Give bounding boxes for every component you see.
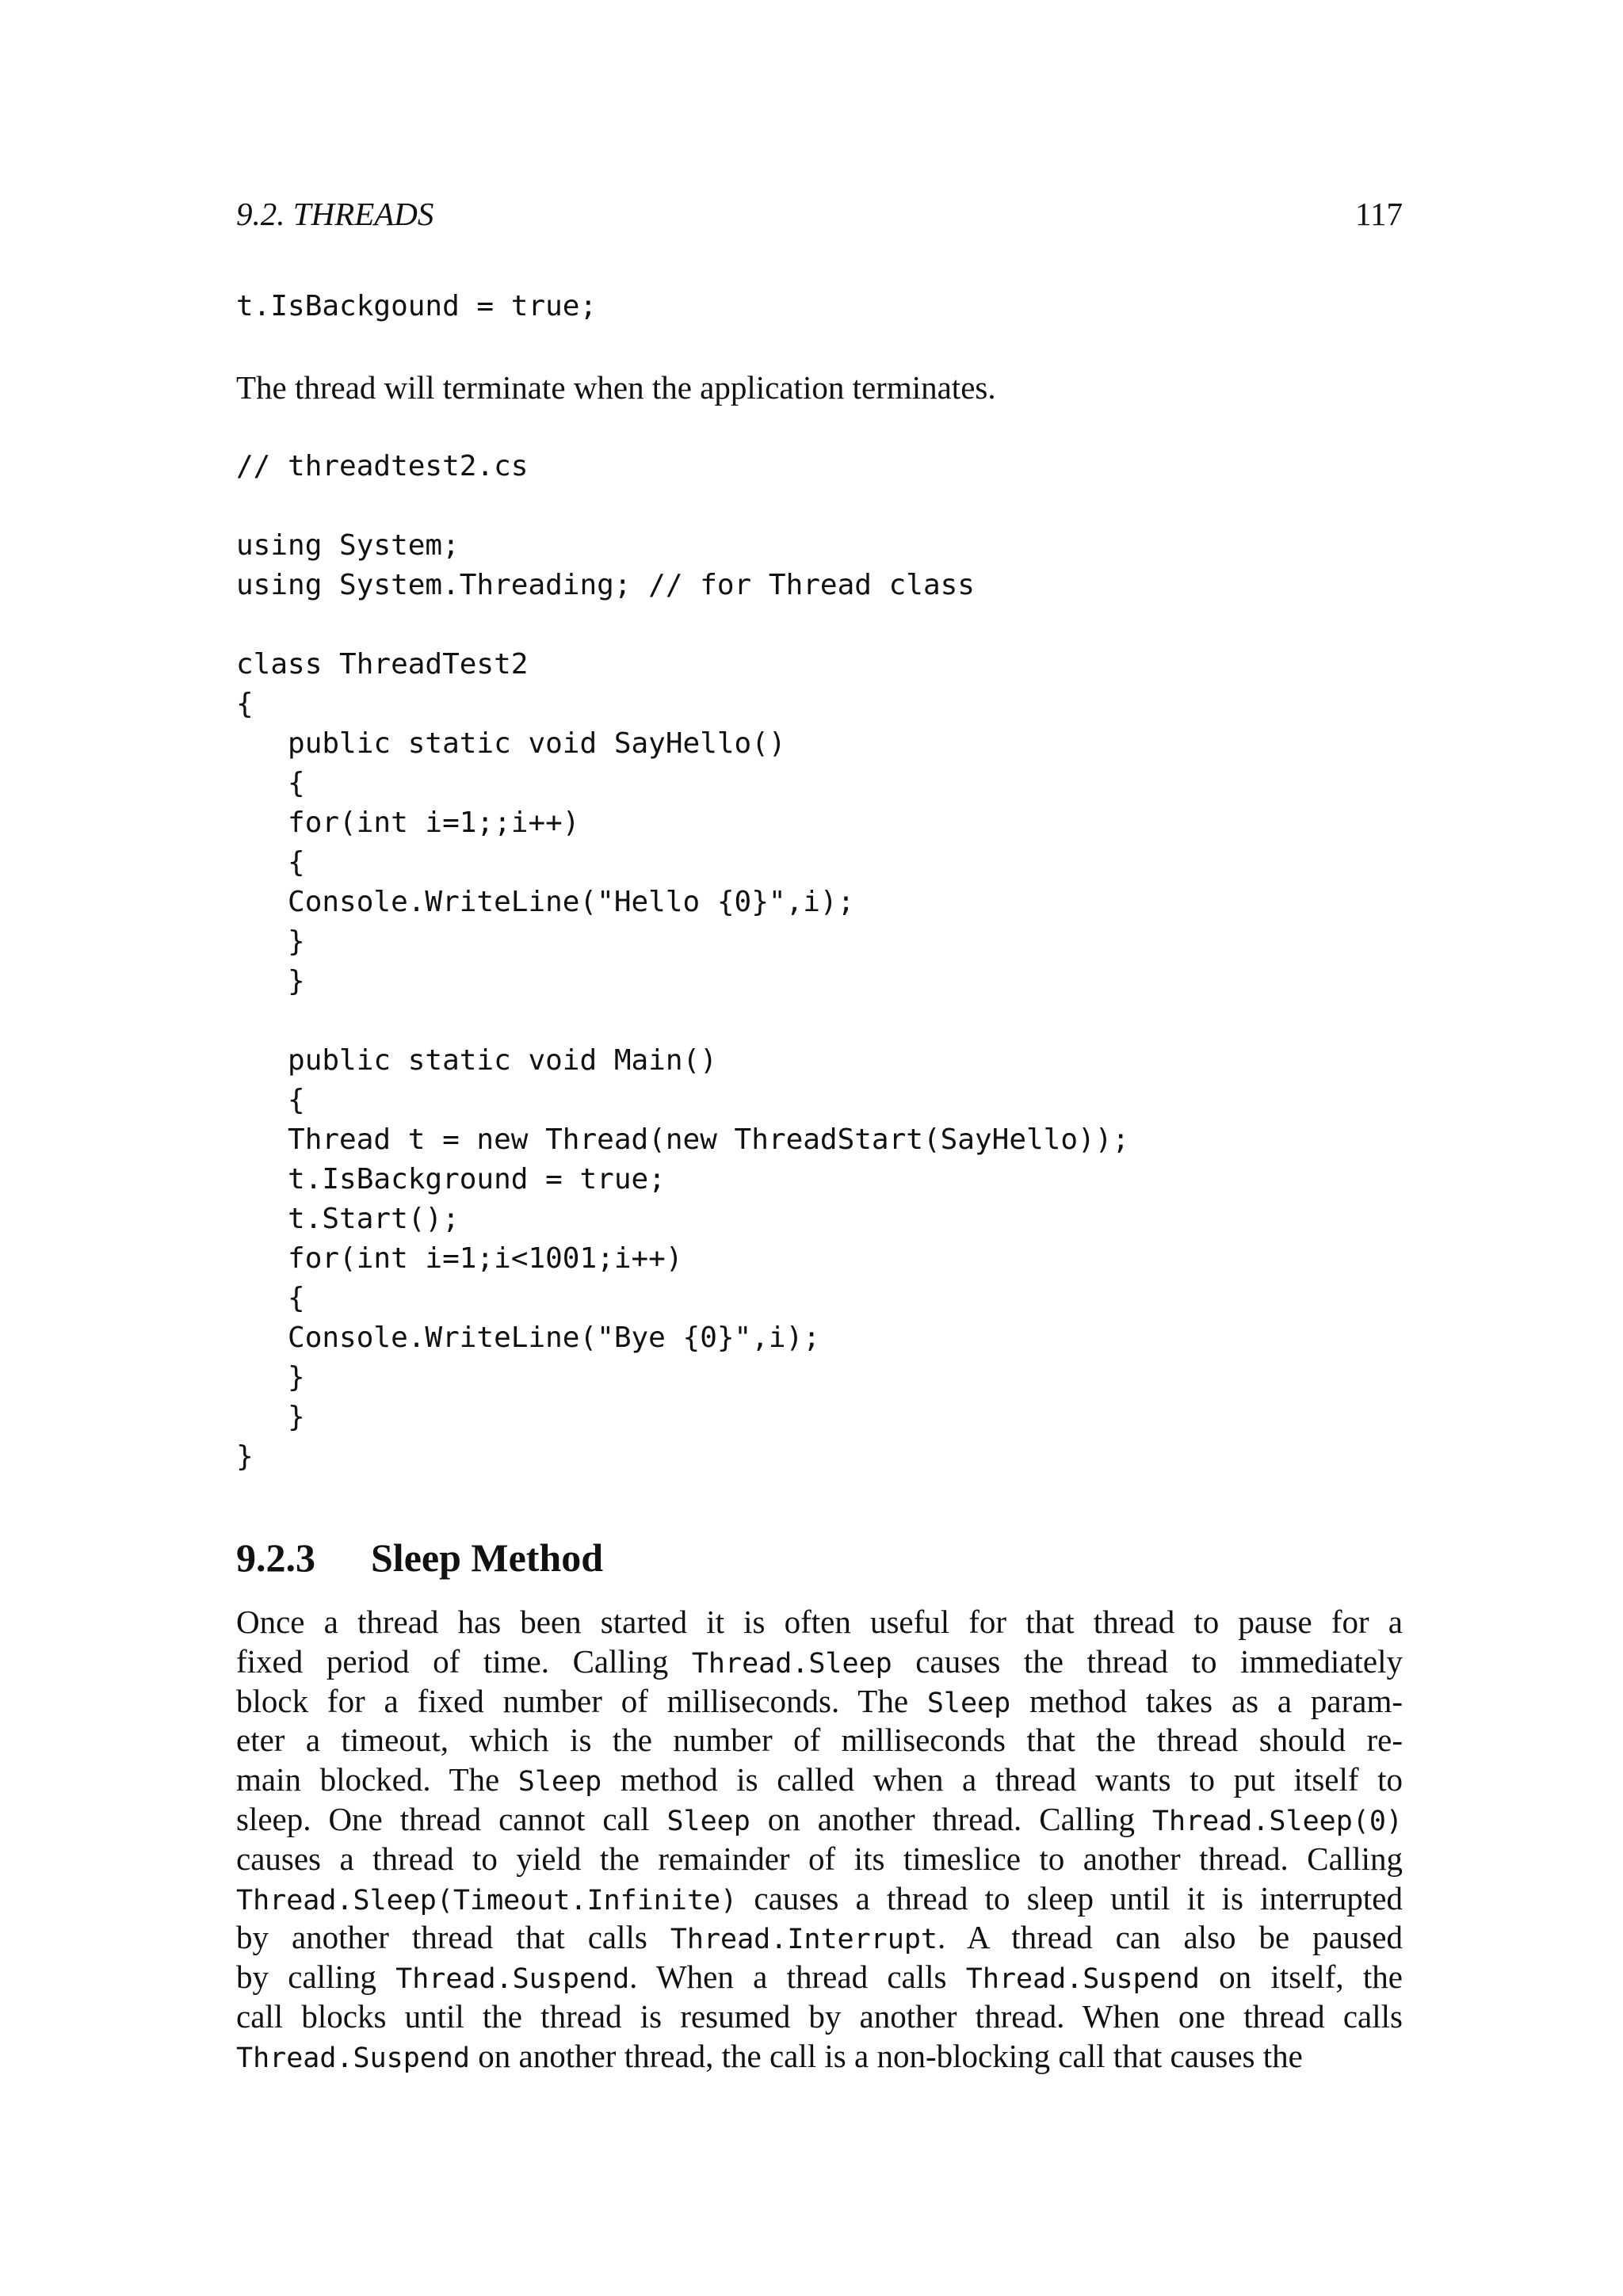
text-run: method takes as a param-: [1010, 1682, 1403, 1719]
section-title: Sleep Method: [371, 1535, 604, 1580]
paragraph-line: [236, 1879, 1403, 1919]
text-run: causes a thread to sleep until it is interrupted: [737, 1879, 1403, 1917]
paragraph-line: [236, 1840, 1403, 1879]
text-run: . A thread can also be paused: [937, 1919, 1403, 1956]
paragraph-thread-terminate: The thread will terminate when the application terminates.: [236, 369, 996, 406]
text-run: eter a timeout, which is the number of milliseconds that the thread should re-: [236, 1722, 1403, 1759]
page-number: 117: [1355, 196, 1403, 232]
text-run: . When a thread calls: [629, 1958, 966, 1996]
text-run: block for a fixed number of milliseconds. The: [236, 1682, 927, 1719]
paragraph-line: [236, 1997, 1403, 2037]
paragraph-line: [236, 1642, 1403, 1682]
inline-code: Sleep: [517, 1766, 602, 1798]
code-snippet-background: t.IsBackgound = true;: [236, 290, 598, 322]
text-run: by another thread that calls: [236, 1919, 670, 1956]
text-run: method is called when a thread wants to put itself to: [601, 1761, 1403, 1798]
text-run: fixed period of time. Calling: [236, 1642, 692, 1680]
text-run: call blocks until the thread is resumed by another thread. When one thread calls: [236, 1997, 1403, 2035]
code-listing-threadtest2: // threadtest2.cs using System; using System.Threading; // for Thread class class ThreadTest2 { public static void SayHello() { for(int i=1;;i++) { Console.WriteLine("Hello {0}",i); } } public static void Main() { Thread t = new Thread(new ThreadStart(SayHello)); t.IsBackground = true; t.Start(); for(int i=1;i<1001;i++) { Console.WriteLine("Bye {0}",i); } } }: [236, 450, 1130, 1473]
text-run: on another thread. Calling: [750, 1800, 1152, 1837]
paragraph-line: [236, 1918, 1403, 1958]
text-run: by calling: [236, 1958, 396, 1996]
text-run: Once a thread has been started it is often useful for that thread to pause for a: [236, 1604, 1403, 1640]
text-run: sleep. One thread cannot call: [236, 1800, 667, 1837]
inline-code: Sleep: [926, 1687, 1011, 1719]
paragraph-line: [236, 1958, 1403, 1997]
inline-code: Thread.Suspend: [395, 1963, 630, 1996]
section-number: 9.2.3: [236, 1535, 315, 1580]
text-run: on itself, the: [1199, 1958, 1403, 1996]
inline-code: Thread.Sleep(Timeout.Infinite): [236, 1884, 738, 1917]
inline-code: Thread.Suspend: [236, 2042, 471, 2074]
sleep-method-paragraph: [236, 1603, 1403, 2077]
running-head-section: 9.2. THREADS: [236, 196, 434, 232]
text-run: on another thread, the call is a non-blocking call that causes the: [470, 2037, 1303, 2074]
inline-code: Thread.Suspend: [965, 1963, 1200, 1996]
paragraph-line: [236, 1760, 1403, 1800]
paragraph-line: [236, 1603, 1403, 1642]
paragraph-line: [236, 1800, 1403, 1840]
paragraph-line: [236, 1682, 1403, 1722]
running-head: [236, 195, 1403, 242]
paragraph-line: [236, 1721, 1403, 1760]
text-run: causes the thread to immediately: [892, 1642, 1403, 1680]
section-heading: [236, 1533, 603, 1582]
inline-code: Thread.Interrupt: [670, 1924, 938, 1956]
text-run: causes a thread to yield the remainder of its timeslice to another thread. Calling: [236, 1840, 1403, 1877]
inline-code: Sleep: [666, 1805, 750, 1837]
text-run: main blocked. The: [236, 1761, 518, 1798]
inline-code: Thread.Sleep: [691, 1647, 892, 1680]
inline-code: Thread.Sleep(0): [1151, 1805, 1403, 1837]
paragraph-line: [236, 2037, 1403, 2077]
